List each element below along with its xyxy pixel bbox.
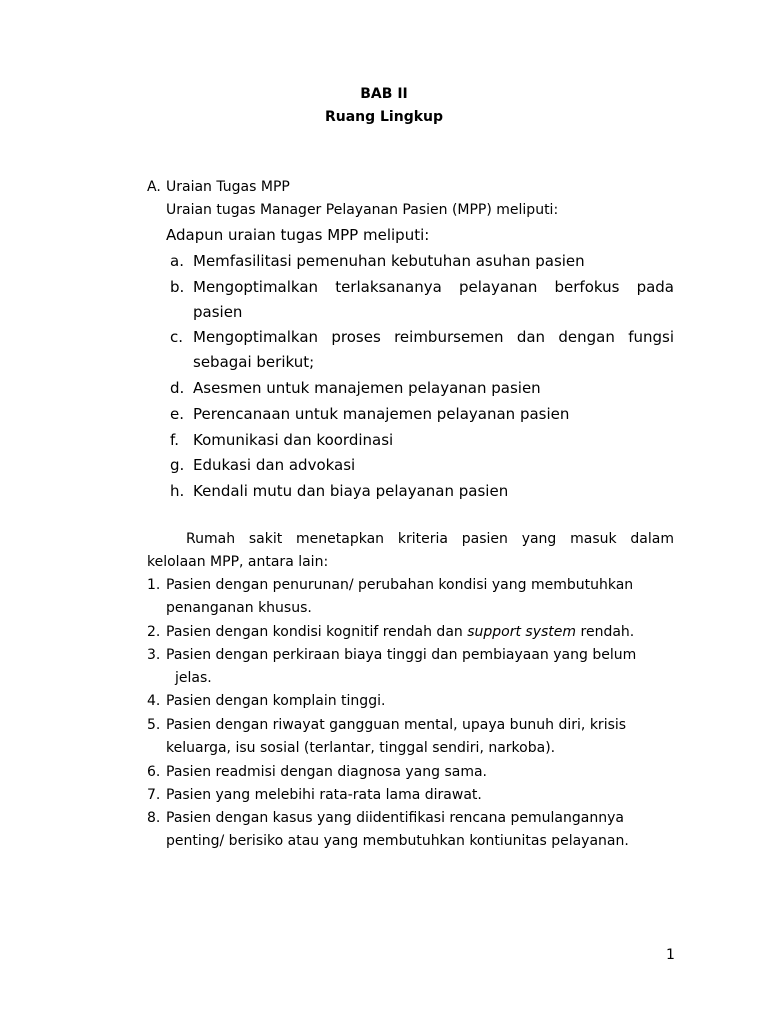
section-a-label: A. <box>147 179 161 195</box>
task-item-continued: pasien <box>193 303 243 321</box>
criteria-item: Pasien dengan penurunan/ perubahan kondisi yang membutuhkan <box>166 577 634 593</box>
task-item: Komunikasi dan koordinasi <box>193 431 394 449</box>
task-marker: a. <box>170 252 184 270</box>
criteria-item-text: Pasien dengan kondisi kognitif rendah dan <box>166 624 468 640</box>
task-item-continued: sebagai berikut; <box>193 353 315 371</box>
criteria-item: Pasien dengan kasus yang diidentifikasi rencana pemulangannya <box>166 810 624 826</box>
criteria-marker: 2. <box>147 624 161 640</box>
criteria-item-continued: jelas. <box>175 670 212 686</box>
chapter-label: BAB II <box>360 86 408 102</box>
task-item: Memfasilitasi pemenuhan kebutuhan asuhan pasien <box>193 252 585 270</box>
task-marker: e. <box>170 405 184 423</box>
page-title: Ruang Lingkup <box>324 109 444 125</box>
criteria-marker: 6. <box>147 764 161 780</box>
criteria-item: Pasien readmisi dengan diagnosa yang sama. <box>166 764 487 780</box>
criteria-item-continued: keluarga, isu sosial (terlantar, tinggal sendiri, narkoba). <box>166 740 556 756</box>
criteria-item <box>166 624 634 640</box>
task-marker: h. <box>170 482 185 500</box>
task-marker: d. <box>170 379 185 397</box>
task-item: Asesmen untuk manajemen pelayanan pasien <box>193 379 541 397</box>
task-marker: f. <box>170 431 179 449</box>
criteria-marker: 8. <box>147 810 161 826</box>
task-item: Mengoptimalkan terlaksananya pelayanan berfokus pada <box>193 278 674 296</box>
criteria-item-continued: penanganan khusus. <box>166 600 312 616</box>
task-item: Edukasi dan advokasi <box>193 456 356 474</box>
section-a-intro: Uraian tugas Manager Pelayanan Pasien (MPP) meliputi: <box>166 202 559 218</box>
section-a-title: Uraian Tugas MPP <box>166 179 290 195</box>
criteria-marker: 4. <box>147 693 161 709</box>
task-item: Perencanaan untuk manajemen pelayanan pasien <box>193 405 570 423</box>
criteria-marker: 5. <box>147 717 161 733</box>
task-marker: g. <box>170 456 185 474</box>
criteria-marker: 1. <box>147 577 161 593</box>
section-a-lead: Adapun uraian tugas MPP meliputi: <box>166 226 430 244</box>
task-item: Mengoptimalkan proses reimbursemen dan dengan fungsi <box>193 328 674 346</box>
criteria-paragraph: Rumah sakit menetapkan kriteria pasien yang masuk dalam <box>186 531 674 547</box>
task-marker: c. <box>170 328 184 346</box>
task-marker: b. <box>170 278 185 296</box>
criteria-item: Pasien yang melebihi rata-rata lama dirawat. <box>166 787 482 803</box>
criteria-marker: 3. <box>147 647 161 663</box>
criteria-item-continued: penting/ berisiko atau yang membutuhkan kontiunitas pelayanan. <box>166 833 629 849</box>
criteria-item: Pasien dengan komplain tinggi. <box>166 693 386 709</box>
criteria-item-emphasis: support system <box>467 624 577 640</box>
criteria-paragraph-continued: kelolaan MPP, antara lain: <box>147 554 329 570</box>
criteria-item: Pasien dengan perkiraan biaya tinggi dan pembiayaan yang belum <box>166 647 637 663</box>
page-number: 1 <box>666 947 675 963</box>
criteria-item-text: rendah. <box>576 624 635 640</box>
criteria-item: Pasien dengan riwayat gangguan mental, upaya bunuh diri, krisis <box>166 717 627 733</box>
criteria-marker: 7. <box>147 787 161 803</box>
task-item: Kendali mutu dan biaya pelayanan pasien <box>193 482 509 500</box>
